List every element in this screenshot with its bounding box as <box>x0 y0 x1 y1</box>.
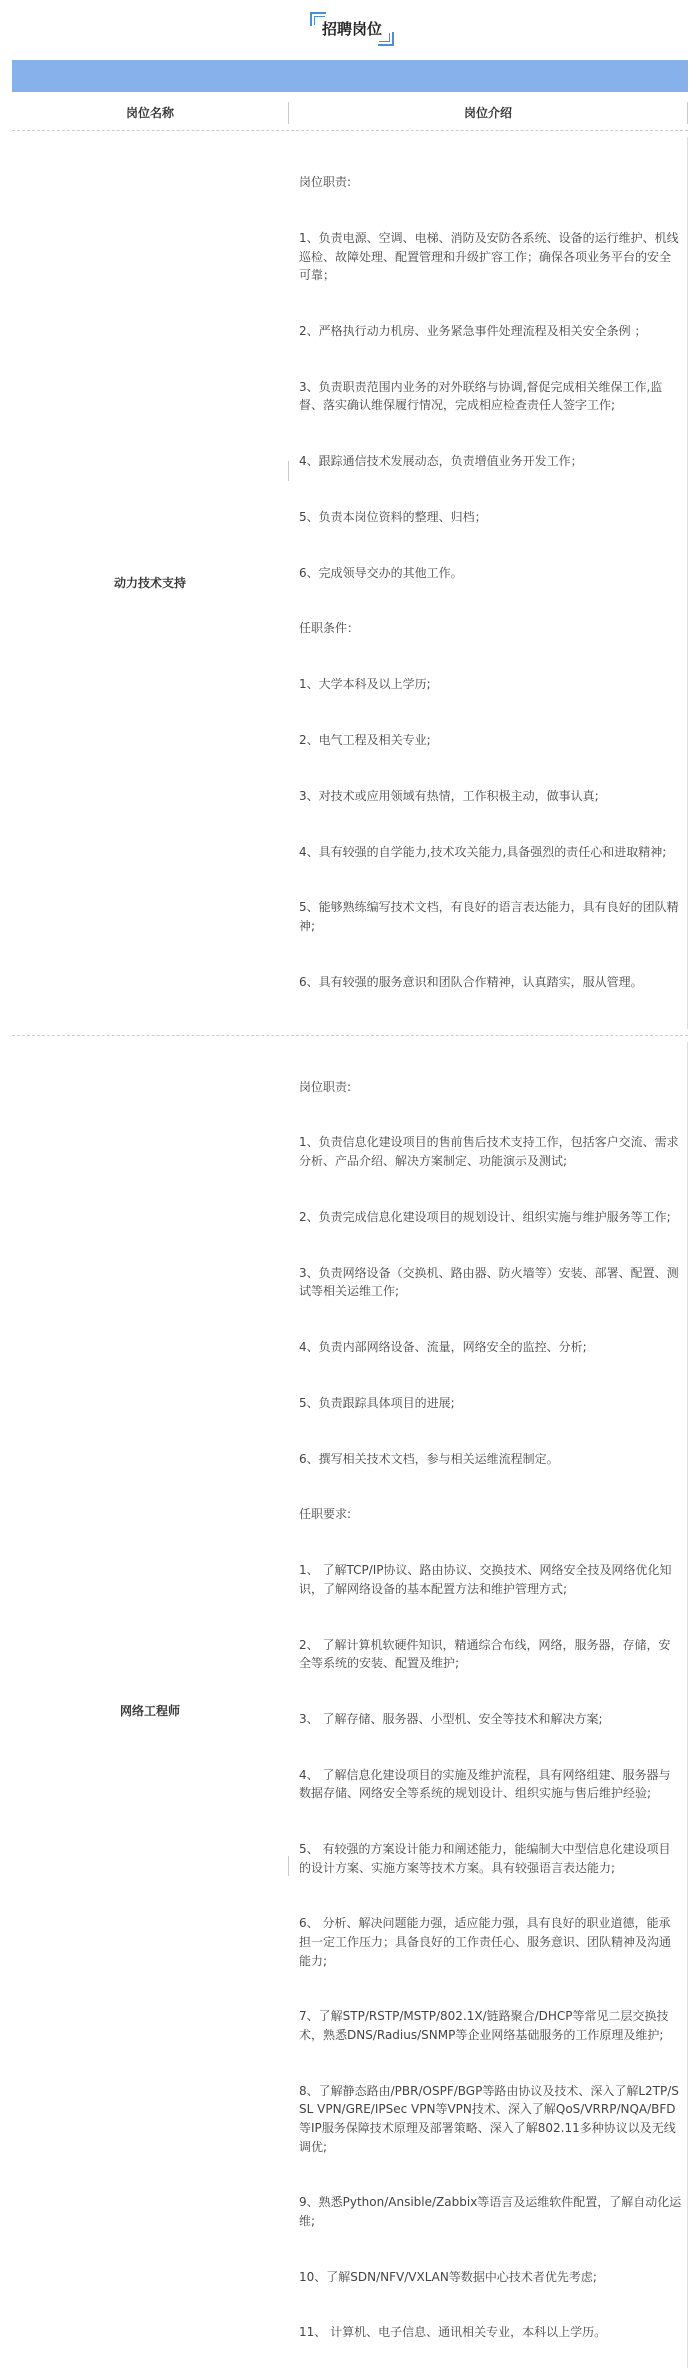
description-line: 5、负责本岗位资料的整理、归档； <box>299 508 682 527</box>
description-line: 3、 了解存储、服务器、小型机、安全等技术和解决方案; <box>299 1710 682 1729</box>
description-line: 5、 有较强的方案设计能力和阐述能力，能编制大中型信息化建设项目的设计方案、实施方案等技术方案。具有较强语言表达能力; <box>299 1840 682 1877</box>
description-line: 1、负责信息化建设项目的售前售后技术支持工作，包括客户交流、需求分析、产品介绍、解决方案制定、功能演示及测试; <box>299 1133 682 1170</box>
table-row <box>12 131 688 1036</box>
description-line: 4、负责内部网络设备、流量，网络安全的监控、分析; <box>299 1338 682 1357</box>
description-line: 任职要求: <box>299 1505 682 1524</box>
description-line: 8、了解静态路由/PBR/OSPF/BGP等路由协议及技术、深入了解L2TP/SSL VPN/GRE/IPSec VPN等VPN技术、深入了解QoS/VRRP/NQA/BFD等IP服务保障技术原理及部署策略、深入了解802.11多种协议以及无线调优; <box>299 2082 682 2156</box>
position-name: 动力技术支持 <box>12 131 288 1035</box>
column-divider <box>288 1856 289 1876</box>
position-name: 网络工程师 <box>12 1036 288 2368</box>
description-line: 4、跟踪通信技术发展动态，负责增值业务开发工作； <box>299 452 682 471</box>
table-row <box>12 1036 688 2368</box>
description-line: 4、 了解信息化建设项目的实施及维护流程，具有网络组建、服务器与数据存储、网络安全等系统的规划设计、组织实施与售后维护经验; <box>299 1766 682 1803</box>
description-line: 7、了解STP/RSTP/MSTP/802.1X/链路聚合/DHCP等常见二层交换技术，熟悉DNS/Radius/SNMP等企业网络基础服务的工作原理及维护; <box>299 2007 682 2044</box>
description-line: 2、严格执行动力机房、业务紧急事件处理流程及相关安全条例 ； <box>299 322 682 341</box>
column-divider <box>288 461 289 481</box>
header-position-intro: 岗位介绍 <box>288 96 688 130</box>
description-line: 2、负责完成信息化建设项目的规划设计、组织实施与维护服务等工作; <box>299 1208 682 1227</box>
description-line: 1、大学本科及以上学历; <box>299 675 682 694</box>
title-frame <box>310 12 394 46</box>
description-line: 3、负责网络设备（交换机、路由器、防火墙等）安装、部署、配置、测试等相关运维工作; <box>299 1264 682 1301</box>
column-divider <box>687 1042 688 2368</box>
description-line: 岗位职责: <box>299 173 682 192</box>
description-line: 5、能够熟练编写技术文档，有良好的语言表达能力，具有良好的团队精神; <box>299 898 682 935</box>
description-line: 5、负责跟踪具体项目的进展; <box>299 1394 682 1413</box>
position-description <box>299 131 688 1035</box>
description-line: 2、 了解计算机软硬件知识，精通综合布线，网络，服务器，存储，安全等系统的安装、配置及维护; <box>299 1636 682 1673</box>
jobs-table <box>12 96 688 2368</box>
description-line: 6、完成领导交办的其他工作。 <box>299 564 682 583</box>
description-line: 岗位职责: <box>299 1078 682 1097</box>
description-line: 9、熟悉Python/Ansible/Zabbix等语言及运维软件配置，了解自动化运维; <box>299 2193 682 2230</box>
table-header <box>12 96 688 131</box>
description-line: 任职条件： <box>299 619 682 638</box>
description-line: 1、负责电源、空调、电梯、消防及安防各系统、设备的运行维护、机线巡检、故障处理、配置管理和升级扩容工作；确保各项业务平台的安全可靠； <box>299 229 682 285</box>
table-banner <box>12 60 688 92</box>
description-line: 4、具有较强的自学能力,技术攻关能力,具备强烈的责任心和进取精神; <box>299 843 682 862</box>
header-position-name: 岗位名称 <box>12 96 288 130</box>
description-line: 10、了解SDN/NFV/VXLAN等数据中心技术者优先考虑; <box>299 2268 682 2287</box>
description-line: 1、 了解TCP/IP协议、路由协议、交换技术、网络安全技及网络优化知识，了解网络设备的基本配置方法和维护管理方式; <box>299 1561 682 1598</box>
position-description <box>299 1036 688 2368</box>
description-line: 6、撰写相关技术文档，参与相关运维流程制定。 <box>299 1450 682 1469</box>
description-line: 3、对技术或应用领域有热情，工作积极主动，做事认真; <box>299 787 682 806</box>
column-divider <box>687 137 688 1029</box>
title-area <box>0 0 700 58</box>
page-title: 招聘岗位 <box>310 18 394 39</box>
description-line: 11、 计算机、电子信息、通讯相关专业，本科以上学历。 <box>299 2323 682 2342</box>
description-line: 6、 分析、解决问题能力强，适应能力强，具有良好的职业道德，能承担一定工作压力；具备良好的工作责任心、服务意识、团队精神及沟通能力; <box>299 1914 682 1970</box>
description-line: 6、具有较强的服务意识和团队合作精神，认真踏实，服从管理。 <box>299 973 682 992</box>
description-line: 3、负责职责范围内业务的对外联络与协调,督促完成相关维保工作,监督、落实确认维保履行情况，完成相应检查责任人签字工作; <box>299 378 682 415</box>
column-divider <box>687 102 688 124</box>
description-line: 2、电气工程及相关专业; <box>299 731 682 750</box>
